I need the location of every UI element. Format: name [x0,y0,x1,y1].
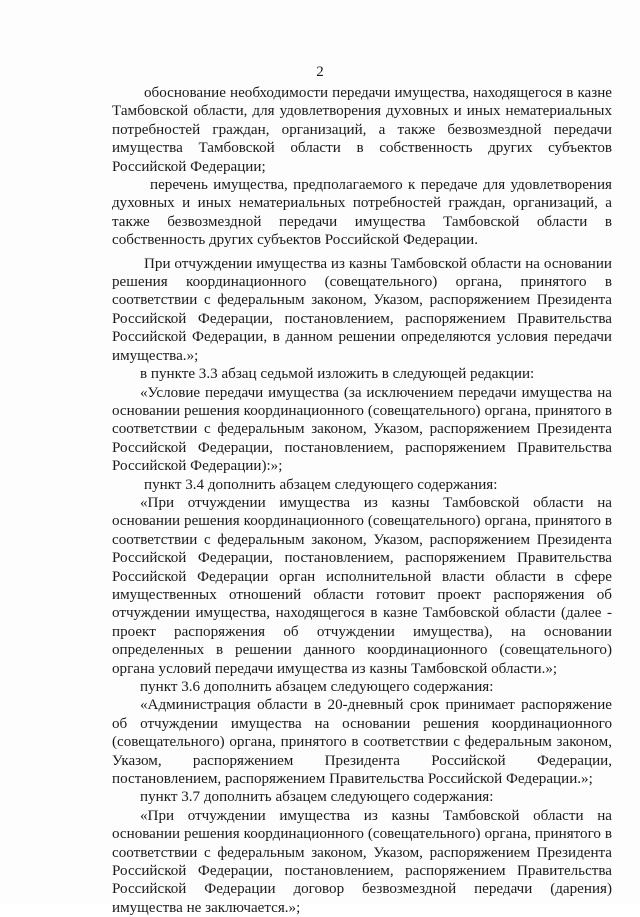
paragraph-alienation-conditions: При отчуждении имущества из казны Тамбовской области на основании решения координационного (совещательного) органа, принятого в соответствии с федеральным законом, Указом, распоряжением Президента Российской Федерации, постановлением, распоряжением Правительства Российской Федерации, в данном решении определяются условия передачи имущества.»; [112,255,612,364]
paragraph-clause-3-4-intro: пункт 3.4 дополнить абзацем следующего содержания: [144,476,498,493]
paragraph-property-list: перечень имущества, предполагаемого к передаче для удовлетворения духовных и иных нематериальных потребностей граждан, организаций, а также безвозмездной передачи имущества Тамбовской области в собственность других субъектов Российской Федерации. [112,177,612,249]
paragraph-clause-3-3-intro: в пункте 3.3 абзац седьмой изложить в следующей редакции: [140,366,535,383]
paragraph-clause-3-6-intro: пункт 3.6 дополнить абзацем следующего содержания: [140,679,494,695]
paragraph-clause-3-6-text: «Администрация области в 20-дневный срок принимает распоряжение об отчуждении имущества на основании решения координационного (совещательного) органа, принятого в соответствии с федеральным законом, Указом, распоряжением Президента Российской Федерации, постановлением, распоряжением Правительства Российской Федерации.»; [112,697,612,788]
page-number: 2 [316,64,324,80]
paragraph-clause-3-7-intro: пункт 3.7 дополнить абзацем следующего содержания: [140,789,494,806]
paragraph-clause-3-3-text: «Условие передачи имущества (за исключением передачи имущества на основании решения координационного (совещательного) органа, принятого в соответствии с федеральным законом, Указом, распоряжением Президента Российской Федерации, постановлением, распоряжением Правительства Российской Федерации):»; [112,384,612,475]
paragraph-clause-3-7-text: «При отчуждении имущества из казны Тамбовской области на основании решения координационного (совещательного) органа, принятого в соответствии с федеральным законом, Указом, распоряжением Президента Российской Федерации, постановлением, распоряжением Правительства Российской Федерации договор безвозмездной передачи (дарения) имущества не заключается.»; [112,807,612,916]
paragraph-clause-3-4-text: «При отчуждении имущества из казны Тамбовской области на основании решения координационного (совещательного) органа, принятого в соответствии с федеральным законом, Указом, распоряжением Президента Российской Федерации, постановлением, распоряжением Правительства Российской Федерации орган исполнительной власти области в сфере имущественных отношений области готовит проект распоряжения об отчуждении имущества, находящегося в казне Тамбовской области (далее - проект распоряжения об отчуждении имущества), на основании определенных в решении данного координационного (совещательного) органа условий передачи имущества из казны Тамбовской области.»; [112,494,612,677]
paragraph-justification: обоснование необходимости передачи имущества, находящегося в казне Тамбовской области, для удовлетворения духовных и иных нематериальных потребностей граждан, организаций, а также безвозмездной передачи имущества Тамбовской области в собственность других субъектов Российской Федерации; [112,85,612,175]
document-body [112,84,612,917]
